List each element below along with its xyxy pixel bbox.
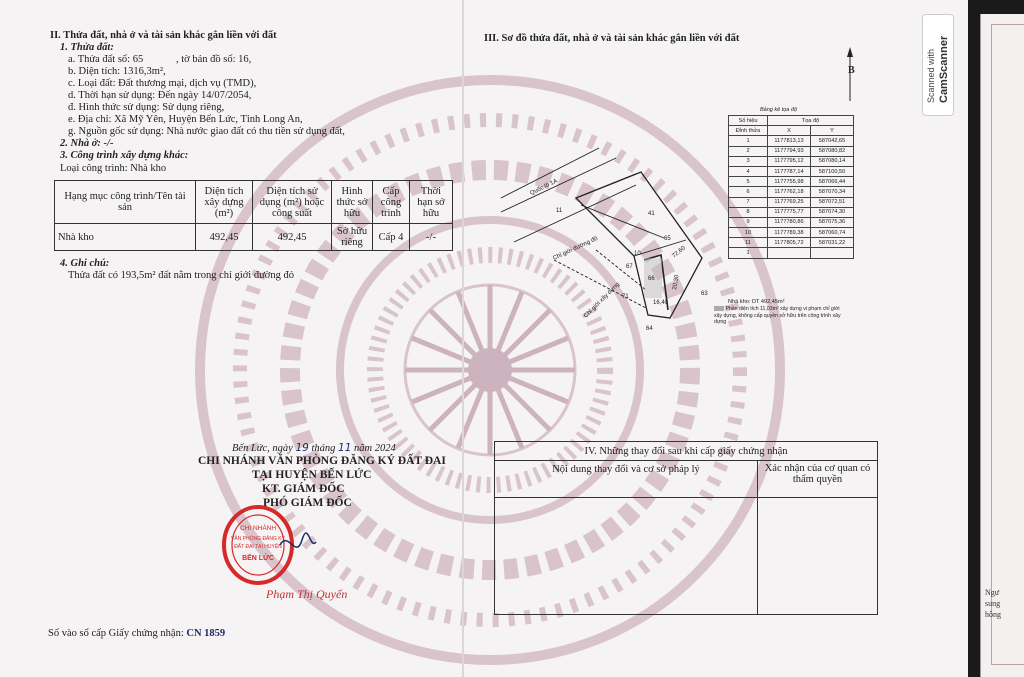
changes-col-confirm: Xác nhận của cơ quan có thẩm quyền	[758, 461, 878, 498]
coords-y: 587075,36	[811, 217, 854, 227]
col-header-use-area: Diện tích sử dụng (m²) hoặc công suất	[253, 181, 332, 224]
coords-row	[729, 217, 854, 227]
house-line: 2. Nhà ở: -/-	[60, 138, 114, 149]
section-2-title: II. Thửa đất, nhà ở và tài sản khác gắn liền với đất	[50, 30, 277, 41]
coords-row	[729, 248, 854, 258]
land-origin: g. Nguồn gốc sử dụng: Nhà nước giao đất có thu tiền sử dụng đất,	[68, 126, 345, 137]
coords-x: 1177755,98	[768, 177, 811, 187]
svg-text:VĂN PHÒNG ĐĂNG KÝ: VĂN PHÒNG ĐĂNG KÝ	[231, 536, 285, 542]
coords-x: 1177780,86	[768, 217, 811, 227]
map-parcel-65: 65	[664, 236, 671, 242]
coords-y: 587066,44	[811, 177, 854, 187]
land-parcel-number: a. Thửa đất số: 65	[68, 54, 144, 65]
notes-heading: 4. Ghi chú:	[60, 258, 110, 269]
coords-y: 587074,30	[811, 207, 854, 217]
land-address: e. Địa chỉ: Xã Mỹ Yên, Huyện Bến Lức, Tỉnh Long An,	[68, 114, 303, 125]
serial-value: CN 1859	[186, 628, 226, 639]
coords-x: 1177794,93	[768, 146, 811, 156]
changes-empty-confirm	[758, 498, 878, 615]
changes-table	[494, 441, 878, 615]
notes-text: Thửa đất có 193,5m² đất nằm trong chỉ giới đường đỏ	[68, 270, 294, 281]
coords-table-title: Bảng kê tọa độ	[760, 107, 798, 113]
map-parcel-66: 66	[648, 276, 655, 282]
camscanner-watermark	[922, 14, 954, 116]
land-area: b. Diện tích: 1316,3m²,	[68, 66, 166, 77]
strip-line-1: Ngư	[985, 588, 1000, 597]
cell-item: Nhà kho	[55, 224, 196, 251]
coords-vertex: 10	[729, 228, 768, 238]
svg-text:BẾN LỨC: BẾN LỨC	[242, 555, 274, 562]
map-parcel-41: 41	[648, 211, 655, 217]
office-line-3: KT. GIÁM ĐỐC	[262, 483, 345, 495]
col-header-build-area: Diện tích xây dựng (m²)	[196, 181, 253, 224]
coords-row	[729, 156, 854, 166]
coords-header-y: Y	[811, 126, 854, 136]
serial-label: Số vào sổ cấp Giấy chứng nhận:	[48, 628, 184, 639]
coords-vertex: 11	[729, 238, 768, 248]
map-dim-1: 72,60	[671, 245, 687, 260]
next-page-border	[991, 24, 1024, 665]
coords-header-id: Số hiệu	[729, 116, 768, 126]
cell-term: -/-	[410, 224, 453, 251]
coords-row	[729, 136, 854, 146]
coords-header-coord: Tọa độ	[768, 116, 854, 126]
changes-empty-content	[495, 498, 758, 615]
coords-y: 587031,22	[811, 238, 854, 248]
office-line-2: TẠI HUYỆN BẾN LỨC	[252, 469, 372, 481]
coords-x: 1177805,72	[768, 238, 811, 248]
coords-y: 587100,50	[811, 166, 854, 176]
map-dim-2: 16,40	[653, 300, 669, 306]
cell-use-area: 492,45	[253, 224, 332, 251]
office-line-1: CHI NHÁNH VĂN PHÒNG ĐĂNG KÝ ĐẤT ĐAI	[198, 455, 446, 467]
coords-vertex: 4	[729, 166, 768, 176]
coords-x: 1177775,77	[768, 207, 811, 217]
date-year: năm 2024	[354, 443, 396, 454]
coords-row	[729, 207, 854, 217]
coords-vertex: 6	[729, 187, 768, 197]
map-build-line-label: Chỉ giới xây dựng	[583, 281, 621, 320]
map-parcel-11: 11	[556, 208, 563, 214]
office-line-4: PHÓ GIÁM ĐỐC	[263, 497, 352, 509]
coords-vertex: 2	[729, 146, 768, 156]
coords-x: 1177813,13	[768, 136, 811, 146]
date-prefix: Bến Lức, ngày	[232, 443, 293, 454]
coords-vertex: 1	[729, 136, 768, 146]
map-parcel-63: 63	[701, 291, 708, 297]
coords-y: 587042,65	[811, 136, 854, 146]
coords-vertex: 9	[729, 217, 768, 227]
serial-line	[48, 628, 225, 639]
coords-y: 587070,34	[811, 187, 854, 197]
coords-row	[729, 228, 854, 238]
svg-text:CHI NHÁNH: CHI NHÁNH	[239, 525, 277, 532]
changes-col-content: Nội dung thay đổi và cơ sở pháp lý	[495, 461, 758, 498]
map-parcel-64: 64	[646, 326, 653, 332]
land-heading: 1. Thửa đất:	[60, 42, 114, 53]
coords-row	[729, 166, 854, 176]
legend-note-text: Phần diện tích 11,03m² xây dựng vi phạm chỉ giới xây dựng, không cấp quyền sở hữu trên công trình xây dựng	[714, 306, 841, 325]
coords-row	[729, 197, 854, 207]
map-dim-3: 20,30	[672, 274, 681, 291]
section-3-title: III. Sơ đồ thửa đất, nhà ở và tài sản khác gắn liền với đất	[484, 33, 740, 44]
date-day: 19	[295, 442, 309, 454]
coords-x: 1177769,25	[768, 197, 811, 207]
map-parcel-67: 67	[626, 264, 633, 270]
coords-y: 587080,14	[811, 156, 854, 166]
col-header-grade: Cấp công trình	[373, 181, 410, 224]
coords-vertex: 8	[729, 207, 768, 217]
coords-header-x: X	[768, 126, 811, 136]
coords-x: 1177789,38	[768, 228, 811, 238]
official-stamp	[218, 500, 318, 590]
cell-ownership: Sở hữu riêng	[332, 224, 373, 251]
coords-row	[729, 238, 854, 248]
coords-y: 587072,51	[811, 197, 854, 207]
date-month-word: tháng	[311, 443, 336, 454]
coords-x: 1177762,18	[768, 187, 811, 197]
col-header-item: Hạng mục công trình/Tên tài sản	[55, 181, 196, 224]
map-red-line-label: Chỉ giới đường đỏ	[552, 235, 599, 262]
plot-diagram	[496, 140, 721, 335]
construction-heading: 3. Công trình xây dựng khác:	[60, 150, 189, 161]
map-road-label: Quốc lộ 1A	[529, 178, 559, 197]
cell-grade: Cấp 4	[373, 224, 410, 251]
coords-y: 587080,82	[811, 146, 854, 156]
north-label: B	[848, 65, 855, 76]
construction-type: Loại công trình: Nhà kho	[60, 163, 167, 174]
strip-line-2: sung	[985, 599, 1001, 608]
page-fold	[462, 0, 464, 677]
table-row	[55, 224, 453, 251]
coords-row	[729, 146, 854, 156]
coords-x: 1177795,12	[768, 156, 811, 166]
coords-x: 1177787,14	[768, 166, 811, 176]
coords-row	[729, 177, 854, 187]
coords-y	[811, 248, 854, 258]
signer-name: Phạm Thị Quyến	[266, 587, 348, 601]
land-term: d. Thời hạn sử dụng: Đến ngày 14/07/2054,	[68, 90, 252, 101]
coords-y: 587060,74	[811, 228, 854, 238]
coords-row	[729, 187, 854, 197]
construction-table	[54, 180, 453, 251]
land-map-sheet: , tờ bản đồ số: 16,	[176, 54, 252, 65]
coords-table	[728, 115, 854, 259]
coords-vertex: 1	[729, 248, 768, 258]
map-parcel-10: 10	[634, 251, 641, 257]
next-page-edge	[980, 14, 1024, 677]
cell-build-area: 492,45	[196, 224, 253, 251]
legend-note	[714, 306, 844, 326]
col-header-term: Thời hạn sở hữu	[410, 181, 453, 224]
coords-x	[768, 248, 811, 258]
legend-area: Nhà kho: DT 492,45m²	[728, 299, 785, 305]
col-header-ownership: Hình thức sở hữu	[332, 181, 373, 224]
legend-swatch	[714, 306, 724, 311]
land-type: c. Loại đất: Đất thương mại, dịch vụ (TMD),	[68, 78, 257, 89]
changes-title: IV. Những thay đổi sau khi cấp giấy chứng nhận	[495, 442, 878, 461]
map-parcel-71: 71	[622, 294, 629, 300]
land-usage-form: đ. Hình thức sử dụng: Sử dụng riêng,	[68, 102, 225, 113]
coords-header-vertex: Đỉnh thửa	[729, 126, 768, 136]
issue-date	[232, 442, 396, 455]
svg-text:ĐẤT ĐAI TẠI HUYỆN: ĐẤT ĐAI TẠI HUYỆN	[234, 544, 282, 550]
coords-vertex: 7	[729, 197, 768, 207]
coords-vertex: 5	[729, 177, 768, 187]
strip-line-3: hông	[985, 610, 1001, 619]
coords-vertex: 3	[729, 156, 768, 166]
date-month: 11	[338, 442, 352, 454]
camscanner-text: Scanned with CamScanner	[926, 35, 950, 103]
